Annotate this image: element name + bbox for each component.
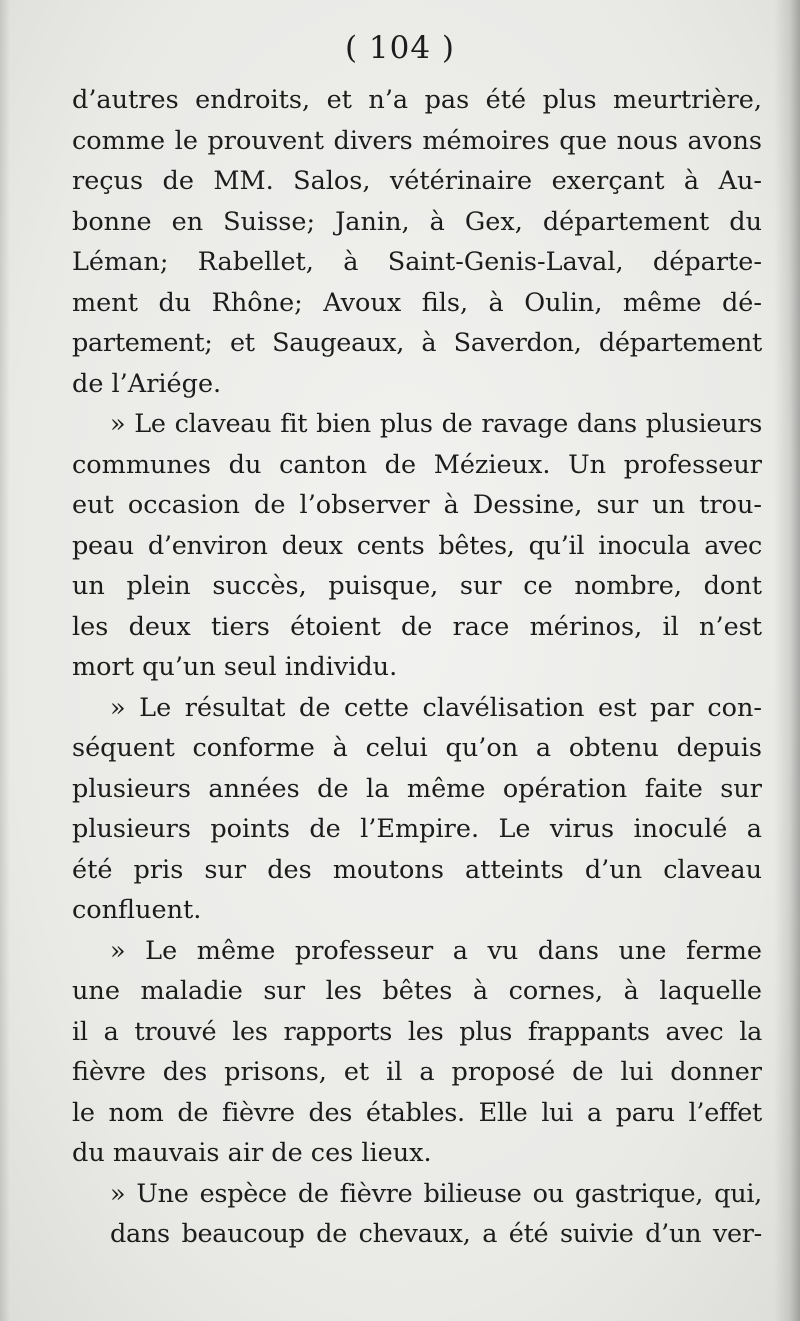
- text-line: de l’Ariége.: [72, 368, 222, 399]
- text-line: confluent.: [72, 895, 202, 925]
- page-bottom-margin: [0, 1241, 800, 1321]
- text-line: peau d’environ deux cents bêtes, qu’il inocula avec: [72, 530, 762, 561]
- page-left-edge: [0, 0, 10, 1321]
- text-line: les deux tiers étoient de race mérinos, il n’est: [72, 611, 762, 642]
- text-line: bonne en Suisse; Janin, à Gex, département du: [72, 206, 762, 237]
- text-line: plusieurs points de l’Empire. Le virus inoculé a: [72, 814, 762, 844]
- text-line: plusieurs années de la même opération faite sur: [72, 773, 762, 804]
- body-text: [72, 80, 762, 1255]
- text-line: communes du canton de Mézieux. Un professeur: [72, 449, 762, 480]
- page-gutter-shadow: [774, 0, 800, 1321]
- text-line: Léman; Rabellet, à Saint-Genis-Laval, départe-: [72, 247, 762, 277]
- text-line: comme le prouvent divers mémoires que nous avons: [72, 125, 762, 156]
- text-line: » Le même professeur a vu dans une ferme: [110, 935, 762, 966]
- text-line: dans beaucoup de chevaux, a été suivie d’un ver-: [110, 1219, 762, 1249]
- text-line: du mauvais air de ces lieux.: [72, 1138, 432, 1168]
- text-line: une maladie sur les bêtes à cornes, à laquelle: [72, 976, 762, 1006]
- text-line: il a trouvé les rapports les plus frappants avec la: [72, 1016, 762, 1047]
- text-line: eut occasion de l’observer à Dessine, sur un trou-: [72, 490, 762, 520]
- text-line: partement; et Saugeaux, à Saverdon, département: [72, 328, 762, 358]
- text-line: séquent conforme à celui qu’on a obtenu depuis: [72, 733, 762, 763]
- text-line: » Le résultat de cette clavélisation est par con-: [110, 692, 762, 723]
- text-line: fièvre des prisons, et il a proposé de lui donner: [72, 1057, 762, 1087]
- text-line: reçus de MM. Salos, vétérinaire exerçant à Au-: [72, 166, 762, 196]
- page-number: ( 104 ): [344, 30, 456, 66]
- text-line: d’autres endroits, et n’a pas été plus meurtrière,: [72, 85, 762, 115]
- text-line: » Le claveau fit bien plus de ravage dans plusieurs: [110, 409, 762, 439]
- text-line: ment du Rhône; Avoux fils, à Oulin, même dé-: [72, 287, 762, 318]
- text-line: un plein succès, puisque, sur ce nombre, dont: [72, 571, 762, 601]
- text-line: été pris sur des moutons atteints d’un claveau: [72, 854, 762, 885]
- text-line: mort qu’un seul individu.: [72, 652, 398, 682]
- text-line: le nom de fièvre des étables. Elle lui a paru l’effet: [72, 1097, 762, 1128]
- text-line: » Une espèce de fièvre bilieuse ou gastrique, qui,: [110, 1178, 762, 1209]
